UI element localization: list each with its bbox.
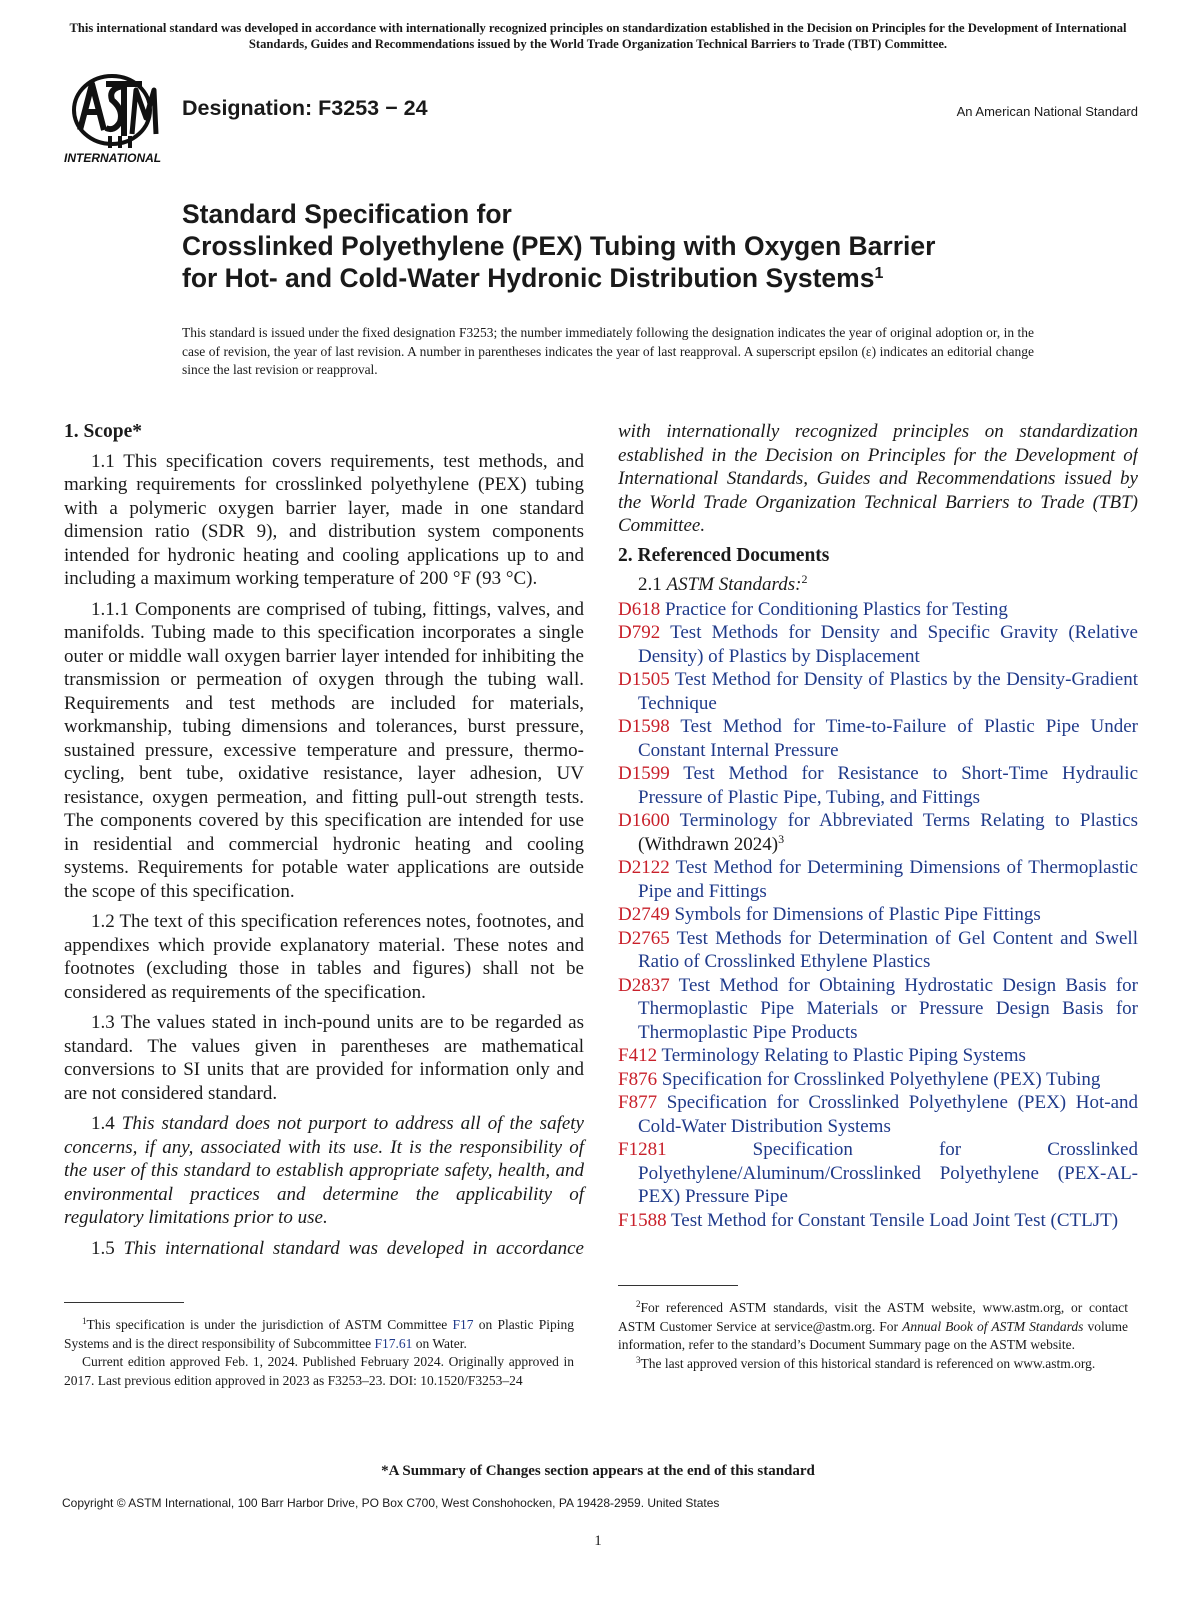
reference-title[interactable]: Terminology Relating to Plastic Piping Systems (661, 1045, 1026, 1066)
reference-code[interactable]: D2749 (618, 904, 670, 925)
reference-code[interactable]: F1588 (618, 1209, 667, 1231)
astm-logo-icon (62, 70, 172, 170)
reference-title[interactable]: Specification for Crosslinked Polyethylene/Aluminum/Crosslinked Polyethylene (PEX-AL-PEX) Pressure Pipe (638, 1139, 1138, 1207)
reference-title[interactable]: Specification for Crosslinked Polyethylene (PEX) Hot-and Cold-Water Distribution Systems (638, 1092, 1139, 1137)
link-f17[interactable]: F17 (452, 1317, 474, 1332)
reference-title[interactable]: Test Method for Constant Tensile Load Joint Test (CTLJT) (671, 1209, 1119, 1231)
reference-item[interactable] (618, 1091, 1138, 1138)
footnote-rule-right (618, 1285, 738, 1286)
para-1-4: 1.4 This standard does not purport to address all of the safety concerns, if any, associated with its use. It is the responsibility of the user of this standard to establish appropriate safety, health, and environmental practices and determine the applicability of regulatory limitations prior to use. (64, 1113, 584, 1228)
footnote-2: $^2$For referenced ASTM standards, visit the ASTM website, www.astm.org, or contact ASTM Customer Service at service@astm.org. For Annual Book of ASTM Standards volume information, refer to the standard’s Document Summary page on the ASTM website. (618, 1299, 1128, 1352)
reference-item[interactable] (618, 927, 1138, 974)
reference-code[interactable]: D2765 (618, 927, 670, 949)
reference-item[interactable] (618, 903, 1138, 927)
issue-note: This standard is issued under the fixed designation F3253; the number immediately following the designation indicates the year of original adoption or, in the case of revision, the year of last revision. A number in parentheses indicates the year of last reapproval. A superscript epsilon (ε) indicates an editorial change since the last revision or reapproval. (182, 325, 1034, 377)
reference-code[interactable]: F1281 (618, 1139, 667, 1160)
reference-code[interactable]: D2837 (618, 974, 670, 996)
title-line-1: Standard Specification for (182, 199, 512, 229)
copyright: Copyright © ASTM International, 100 Barr Harbor Drive, PO Box C700, West Conshohocken, PA 19428-2959. United States (62, 1496, 720, 1510)
reference-item[interactable] (618, 598, 1138, 622)
reference-code[interactable]: D1505 (618, 669, 670, 690)
reference-title[interactable]: Test Method for Time-to-Failure of Plastic Pipe Under Constant Internal Pressure (638, 716, 1138, 761)
reference-item[interactable] (618, 1138, 1138, 1209)
reference-item[interactable] (618, 856, 1138, 903)
american-national-standard: An American National Standard (956, 104, 1138, 119)
reference-code[interactable]: D1598 (618, 716, 670, 737)
reference-title[interactable]: Specification for Crosslinked Polyethylene (PEX) Tubing (661, 1068, 1101, 1090)
title-line-3: for Hot- and Cold-Water Hydronic Distribution Systems$^1$ (182, 263, 884, 293)
scope-heading: 1. Scope* (64, 421, 142, 442)
reference-item[interactable] (618, 621, 1138, 668)
page-number: 1 (594, 1533, 602, 1549)
reference-item[interactable] (618, 809, 1138, 856)
reference-note: (Withdrawn 2024) (638, 833, 779, 855)
reference-title[interactable]: Test Method for Resistance to Short-Time Hydraulic Pressure of Plastic Pipe, Tubing, and Fittings (638, 763, 1138, 808)
para-1-1: 1.1 This specification covers requirements, test methods, and marking requirements for crosslinked polyethylene (PEX) tubing with a polymeric oxygen barrier layer, made in one standard dimension ratio (SDR 9), and distribution system components intended for hydronic heating and cooling applications up to and including a maximum working temperature of 200 °F (93 °C). (64, 450, 584, 589)
footnote-3: $^3$The last approved version of this historical standard is referenced on www.astm.org. (636, 1354, 1096, 1371)
footnote-rule-left (64, 1302, 184, 1303)
logo-text: INTERNATIONAL (64, 151, 162, 165)
reference-title[interactable]: Test Method for Obtaining Hydrostatic Design Basis for Thermoplastic Pipe Materials or Pressure Design Basis for Thermoplastic Pipe Products (638, 974, 1138, 1043)
reference-code[interactable]: F412 (618, 1045, 658, 1066)
right-column (618, 420, 1138, 1232)
reference-item[interactable] (618, 1044, 1138, 1068)
reference-code[interactable]: F877 (618, 1092, 658, 1113)
reference-item[interactable] (618, 715, 1138, 762)
summary-of-changes-note: *A Summary of Changes section appears at the end of this standard (381, 1463, 815, 1479)
astm-standards-label: 2.1 ASTM Standards:$^2$ (638, 572, 808, 595)
reference-list (618, 598, 1138, 1233)
para-1-5: 1.5 This international standard was developed in accordance (91, 1237, 584, 1259)
reference-code[interactable]: F876 (618, 1068, 658, 1090)
para-1-3: 1.3 The values stated in inch-pound units are to be regarded as standard. The values given in parentheses are mathematical conversions to SI units that are provided for information only and are not considered standard. (64, 1012, 584, 1104)
reference-title[interactable]: Test Methods for Density and Specific Gravity (Relative Density) of Plastics by Displacement (638, 622, 1138, 667)
reference-title[interactable]: Terminology for Abbreviated Terms Relating to Plastics (679, 810, 1138, 831)
astm-logo (62, 70, 172, 170)
title-line-2: Crosslinked Polyethylene (PEX) Tubing with Oxygen Barrier (182, 231, 936, 261)
reference-title[interactable]: Test Method for Determining Dimensions of Thermoplastic Pipe and Fittings (638, 857, 1138, 902)
reference-code[interactable]: D1599 (618, 763, 670, 784)
reference-title[interactable]: Practice for Conditioning Plastics for Testing (664, 598, 1008, 620)
footnotes-2-3 (618, 1299, 1128, 1373)
reference-title[interactable]: Symbols for Dimensions of Plastic Pipe Fittings (674, 904, 1041, 925)
referenced-heading: 2. Referenced Documents (618, 544, 830, 566)
document-title (182, 198, 1082, 294)
reference-title[interactable]: Test Method for Density of Plastics by the Density-Gradient Technique (638, 669, 1138, 714)
reference-title[interactable]: Test Methods for Determination of Gel Content and Swell Ratio of Crosslinked Ethylene Plastics (638, 927, 1138, 972)
para-1-5-continuation (618, 420, 1138, 538)
reference-item[interactable] (618, 1209, 1138, 1233)
reference-code[interactable]: D2122 (618, 857, 670, 878)
footnote-1: $^1$This specification is under the jurisdiction of ASTM Committee F17 on Plastic Piping Systems and is the direct responsibility of Subcommittee F17.61 on Water. Current edition approved Feb. 1, 2024. Published February 2024. Originally approved in 2017. Last previous edition approved in 2023 as F3253–23. DOI: 10.1520/F3253–24 (64, 1316, 575, 1388)
reference-item[interactable] (618, 762, 1138, 809)
para-1-1-1: 1.1.1 Components are comprised of tubing, fittings, valves, and manifolds. Tubing made to this specification incorporates a single outer or middle wall oxygen barrier layer intended for inhibiting the transmission or permeation of oxygen through the tubing wall. Requirements and test methods are included for materials, workmanship, tubing dimensions and tolerances, burst pressure, sustained pressure, excessive temperature and pressure, thermo-cycling, bent tube, oxidative resistance, layer adhesion, UV resistance, oxygen permeation, and fitting pull-out strength tests. The components covered by this specification are intended for use in residential and commercial hydronic heating and cooling systems. Requirements for potable water applications are outside the scope of this specification. (64, 598, 584, 902)
reference-code[interactable]: D1600 (618, 810, 670, 831)
reference-code[interactable]: D792 (618, 622, 661, 643)
para-1-2: 1.2 The text of this specification references notes, footnotes, and appendixes which provide explanatory material. These notes and footnotes (excluding those in tables and figures) shall not be considered as requirements of the specification. (64, 911, 584, 1003)
header-notice: This international standard was developed in accordance with internationally recognized principles on standardization established in the Decision on Principles for the Development of International Standards, Guides and Recommendations issued by the World Trade Organization Technical Barriers to Trade (TBT) Committee. (69, 21, 1127, 51)
left-column (64, 420, 584, 1260)
reference-code[interactable]: D618 (618, 598, 661, 620)
link-f17-61[interactable]: F17.61 (374, 1335, 413, 1351)
para-1-5-overflow: with internationally recognized principles on standardization established in the Decision on Principles for the Development of International Standards, Guides and Recommendations issued by the World Trade Organization Technical Barriers to Trade (TBT) Committee. (618, 421, 1138, 536)
reference-item[interactable] (618, 668, 1138, 715)
title-footnote-mark: 1 (874, 265, 884, 282)
reference-footnote-mark: 3 (778, 831, 785, 846)
reference-item[interactable] (618, 1068, 1138, 1092)
reference-item[interactable] (618, 974, 1138, 1045)
designation: Designation: F3253 − 24 (182, 96, 428, 120)
